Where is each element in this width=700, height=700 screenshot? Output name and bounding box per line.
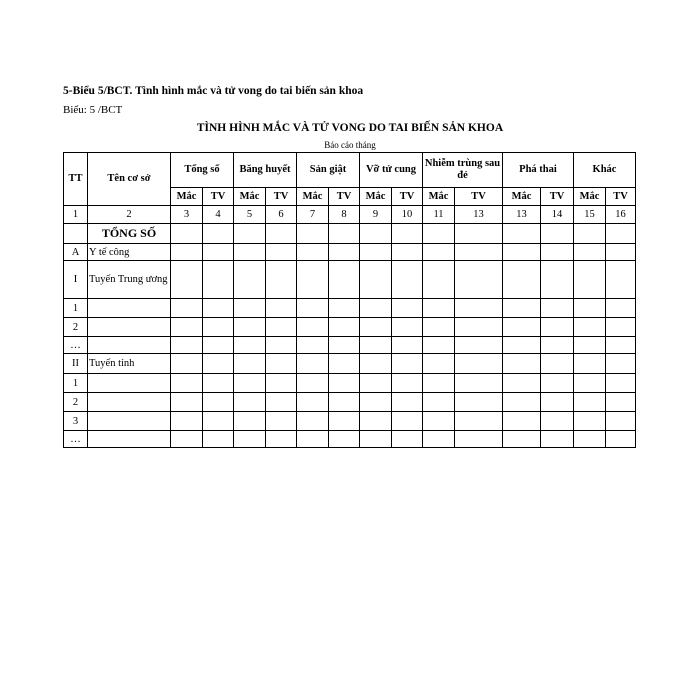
data-cell	[329, 412, 360, 431]
data-cell	[455, 224, 503, 244]
data-cell	[392, 318, 423, 337]
data-cell	[203, 354, 234, 374]
data-cell	[455, 354, 503, 374]
data-cell	[234, 224, 266, 244]
data-cell	[266, 374, 297, 393]
data-cell	[297, 244, 329, 261]
group-header-postpartum-infection: Nhiễm trùng sau đẻ	[423, 153, 503, 188]
data-cell	[574, 412, 606, 431]
data-cell	[171, 337, 203, 354]
row-facility-name: Tuyến tỉnh	[88, 354, 171, 374]
row-facility-name	[88, 393, 171, 412]
data-cell	[360, 337, 392, 354]
column-number-row	[64, 206, 636, 224]
data-cell	[574, 318, 606, 337]
data-cell	[503, 393, 541, 412]
data-cell	[392, 393, 423, 412]
data-cell	[606, 393, 636, 412]
data-cell	[423, 337, 455, 354]
data-cell	[541, 393, 574, 412]
data-cell	[574, 224, 606, 244]
data-cell	[171, 374, 203, 393]
group-header-abortion: Phá thai	[503, 153, 574, 188]
data-cell	[266, 299, 297, 318]
data-cell	[297, 374, 329, 393]
tv-header: TV	[392, 188, 423, 206]
data-cell	[234, 261, 266, 299]
mac-header: Mắc	[423, 188, 455, 206]
data-cell	[360, 224, 392, 244]
data-cell	[574, 244, 606, 261]
tt-header: TT	[64, 153, 88, 206]
data-cell	[423, 354, 455, 374]
data-cell	[234, 318, 266, 337]
data-cell	[574, 374, 606, 393]
column-number: 2	[88, 206, 171, 224]
data-cell	[392, 374, 423, 393]
data-cell	[360, 374, 392, 393]
row-facility-name	[88, 337, 171, 354]
data-cell	[297, 354, 329, 374]
data-cell	[541, 261, 574, 299]
data-cell	[423, 299, 455, 318]
data-cell	[234, 337, 266, 354]
data-cell	[203, 337, 234, 354]
data-cell	[541, 318, 574, 337]
table-row	[64, 244, 636, 261]
table-row	[64, 393, 636, 412]
column-number: 16	[606, 206, 636, 224]
row-tt: 1	[64, 299, 88, 318]
data-cell	[234, 374, 266, 393]
data-cell	[574, 261, 606, 299]
tv-header: TV	[455, 188, 503, 206]
data-cell	[503, 244, 541, 261]
column-number: 4	[203, 206, 234, 224]
data-cell	[203, 431, 234, 448]
table-row	[64, 374, 636, 393]
data-cell	[455, 261, 503, 299]
column-number: 14	[541, 206, 574, 224]
data-cell	[360, 299, 392, 318]
data-cell	[234, 354, 266, 374]
column-number: 5	[234, 206, 266, 224]
data-cell	[171, 244, 203, 261]
row-facility-name: Tuyến Trung ương	[88, 261, 171, 299]
data-cell	[171, 299, 203, 318]
table-row	[64, 412, 636, 431]
form-code: Biểu: 5 /BCT	[63, 104, 123, 116]
data-cell	[266, 261, 297, 299]
data-cell	[392, 261, 423, 299]
data-cell	[455, 393, 503, 412]
data-cell	[392, 412, 423, 431]
row-tt: 2	[64, 393, 88, 412]
data-cell	[541, 412, 574, 431]
column-number: 1	[64, 206, 88, 224]
data-cell	[606, 261, 636, 299]
table-row	[64, 299, 636, 318]
data-cell	[360, 431, 392, 448]
data-cell	[503, 299, 541, 318]
mac-header: Mắc	[234, 188, 266, 206]
data-cell	[203, 393, 234, 412]
data-cell	[360, 318, 392, 337]
data-cell	[329, 318, 360, 337]
column-number: 3	[171, 206, 203, 224]
data-cell	[503, 337, 541, 354]
data-cell	[203, 412, 234, 431]
data-cell	[423, 244, 455, 261]
data-cell	[266, 354, 297, 374]
data-cell	[266, 224, 297, 244]
table-row	[64, 261, 636, 299]
data-cell	[606, 354, 636, 374]
row-facility-name: Y tế công	[88, 244, 171, 261]
column-number: 13	[503, 206, 541, 224]
data-cell	[606, 337, 636, 354]
data-cell	[266, 337, 297, 354]
data-cell	[360, 244, 392, 261]
data-cell	[203, 318, 234, 337]
row-facility-name	[88, 374, 171, 393]
mac-header: Mắc	[171, 188, 203, 206]
data-cell	[234, 244, 266, 261]
data-cell	[606, 224, 636, 244]
table-row	[64, 337, 636, 354]
data-cell	[171, 393, 203, 412]
data-cell	[503, 412, 541, 431]
mac-header: Mắc	[574, 188, 606, 206]
data-cell	[360, 393, 392, 412]
data-cell	[203, 244, 234, 261]
row-facility-name	[88, 318, 171, 337]
data-cell	[203, 374, 234, 393]
data-cell	[606, 412, 636, 431]
column-number: 6	[266, 206, 297, 224]
mac-header: Mắc	[503, 188, 541, 206]
group-header-other: Khác	[574, 153, 636, 188]
data-cell	[606, 318, 636, 337]
data-cell	[392, 431, 423, 448]
data-cell	[234, 299, 266, 318]
column-number: 15	[574, 206, 606, 224]
table-row	[64, 224, 636, 244]
data-cell	[423, 431, 455, 448]
data-cell	[574, 299, 606, 318]
data-cell	[203, 299, 234, 318]
data-cell	[266, 393, 297, 412]
column-number: 13	[455, 206, 503, 224]
row-tt: 3	[64, 412, 88, 431]
row-tt: II	[64, 354, 88, 374]
report-period: Báo cáo tháng	[324, 140, 376, 150]
data-cell	[574, 431, 606, 448]
data-cell	[423, 318, 455, 337]
data-cell	[329, 261, 360, 299]
data-cell	[574, 337, 606, 354]
data-cell	[297, 261, 329, 299]
data-cell	[171, 354, 203, 374]
column-number: 10	[392, 206, 423, 224]
data-cell	[455, 244, 503, 261]
data-cell	[234, 431, 266, 448]
table-row	[64, 354, 636, 374]
data-cell	[503, 261, 541, 299]
mac-header: Mắc	[360, 188, 392, 206]
report-table	[63, 152, 636, 448]
data-cell	[360, 354, 392, 374]
data-cell	[203, 261, 234, 299]
data-cell	[234, 412, 266, 431]
data-cell	[171, 431, 203, 448]
row-tt: A	[64, 244, 88, 261]
data-cell	[360, 261, 392, 299]
row-tt: 2	[64, 318, 88, 337]
data-cell	[329, 431, 360, 448]
group-header-row	[64, 153, 636, 188]
data-cell	[266, 318, 297, 337]
data-cell	[297, 224, 329, 244]
data-cell	[455, 431, 503, 448]
data-cell	[171, 224, 203, 244]
data-cell	[503, 431, 541, 448]
table-title: TÌNH HÌNH MẮC VÀ TỬ VONG DO TAI BIẾN SẢN KHOA	[196, 122, 504, 134]
data-cell	[392, 244, 423, 261]
row-tt: …	[64, 337, 88, 354]
tv-header: TV	[203, 188, 234, 206]
data-cell	[266, 412, 297, 431]
data-cell	[392, 224, 423, 244]
data-cell	[541, 224, 574, 244]
data-cell	[503, 374, 541, 393]
data-cell	[392, 354, 423, 374]
data-cell	[392, 299, 423, 318]
data-cell	[171, 261, 203, 299]
tv-header: TV	[329, 188, 360, 206]
data-cell	[171, 412, 203, 431]
data-cell	[503, 318, 541, 337]
data-cell	[541, 354, 574, 374]
row-tt: 1	[64, 374, 88, 393]
tv-header: TV	[541, 188, 574, 206]
data-cell	[455, 299, 503, 318]
data-cell	[606, 299, 636, 318]
row-facility-name	[88, 299, 171, 318]
data-cell	[297, 299, 329, 318]
data-cell	[606, 244, 636, 261]
data-cell	[266, 431, 297, 448]
data-cell	[541, 299, 574, 318]
data-cell	[171, 318, 203, 337]
row-tt: I	[64, 261, 88, 299]
table-row	[64, 318, 636, 337]
data-cell	[503, 224, 541, 244]
data-cell	[329, 224, 360, 244]
data-cell	[329, 374, 360, 393]
data-cell	[329, 244, 360, 261]
row-facility-name	[88, 431, 171, 448]
data-cell	[423, 374, 455, 393]
data-cell	[455, 318, 503, 337]
mac-header: Mắc	[297, 188, 329, 206]
data-cell	[541, 431, 574, 448]
data-cell	[574, 393, 606, 412]
table-row	[64, 431, 636, 448]
data-cell	[329, 337, 360, 354]
data-cell	[455, 337, 503, 354]
group-header-uterine-rupture: Vỡ tử cung	[360, 153, 423, 188]
data-cell	[606, 374, 636, 393]
data-cell	[234, 393, 266, 412]
data-cell	[606, 431, 636, 448]
row-facility-name	[88, 412, 171, 431]
data-cell	[297, 318, 329, 337]
data-cell	[455, 412, 503, 431]
data-cell	[503, 354, 541, 374]
column-number: 9	[360, 206, 392, 224]
data-cell	[266, 244, 297, 261]
data-cell	[541, 374, 574, 393]
data-cell	[297, 393, 329, 412]
data-cell	[297, 431, 329, 448]
document-heading: 5-Biểu 5/BCT. Tình hình mắc và tử vong do tai biến sản khoa	[63, 85, 364, 97]
data-cell	[360, 412, 392, 431]
group-header-eclampsia: Sản giật	[297, 153, 360, 188]
data-cell	[203, 224, 234, 244]
column-number: 11	[423, 206, 455, 224]
row-tt: …	[64, 431, 88, 448]
data-cell	[392, 337, 423, 354]
data-cell	[297, 412, 329, 431]
data-cell	[329, 393, 360, 412]
facility-header: Tên cơ sở	[88, 153, 171, 206]
data-cell	[455, 374, 503, 393]
row-facility-name: TỔNG SỐ	[88, 224, 171, 244]
data-cell	[423, 393, 455, 412]
report-body	[64, 224, 636, 448]
tv-header: TV	[266, 188, 297, 206]
data-cell	[329, 354, 360, 374]
data-cell	[423, 224, 455, 244]
tv-header: TV	[606, 188, 636, 206]
row-tt	[64, 224, 88, 244]
data-cell	[423, 412, 455, 431]
group-header-total: Tổng số	[171, 153, 234, 188]
data-cell	[541, 244, 574, 261]
data-cell	[423, 261, 455, 299]
group-header-hemorrhage: Băng huyết	[234, 153, 297, 188]
data-cell	[297, 337, 329, 354]
data-cell	[574, 354, 606, 374]
data-cell	[541, 337, 574, 354]
column-number: 7	[297, 206, 329, 224]
column-number: 8	[329, 206, 360, 224]
data-cell	[329, 299, 360, 318]
